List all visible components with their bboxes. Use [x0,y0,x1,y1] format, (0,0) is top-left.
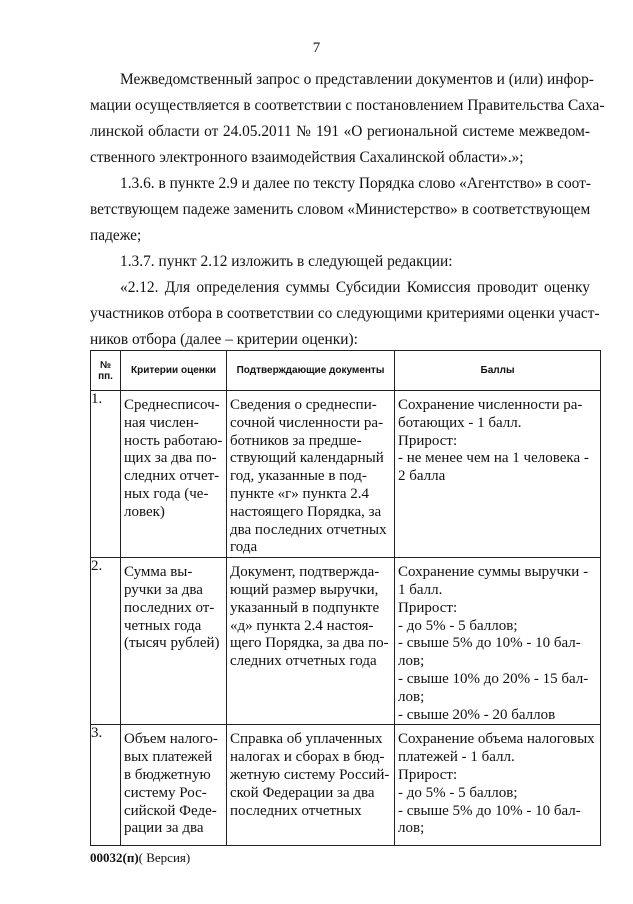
cell-line: 2 балла [398,468,446,485]
cell-line: Справка об уплаченных [230,731,383,748]
cell-line: Среднесписоч- [124,397,220,413]
cell-line: Прирост: [398,766,458,783]
cell-line: - до 5% - 5 баллов; [398,617,518,634]
text-line: ников отбора (далее – критерии оценки): [90,331,358,348]
row-documents [227,558,395,725]
row-number: 2. [91,558,121,725]
table-row [91,391,601,558]
cell-line: ботающих - 1 балл. [398,414,522,431]
text-line: участников отбора в соответствии со следующими критериями оценки участ- [90,305,600,322]
cell-line: ствующий календарный [230,450,384,467]
row-number: 3. [91,725,121,846]
cell-line: сийской Феде- [124,802,217,819]
cell-line: ная числен- [124,414,199,431]
cell-line: - свыше 5% до 10% - 10 бал- [398,635,581,652]
cell-line: (тысяч рублей) [124,635,220,652]
header-criteria: Критерии оценки [121,351,227,391]
criteria-table [90,350,601,846]
row-documents [227,391,395,558]
cell-line: Прирост: [398,432,458,449]
row-number: 1. [91,391,121,558]
cell-line: сочной численности ра- [230,414,384,431]
cell-line: последних от- [124,599,215,616]
paragraph-interagency-request [90,67,605,171]
cell-line: ность работаю- [124,432,223,449]
cell-line: Сохранение численности ра- [398,397,583,413]
table-row [91,558,601,725]
row-criteria [121,725,227,846]
cell-line: последних отчетных [230,802,362,819]
cell-line: щего Порядка, за два по- [230,635,389,652]
row-documents [227,725,395,846]
text-line: мации осуществляется в соответствии с постановлением Правительства Саха- [90,97,605,114]
cell-line: лов; [398,820,425,837]
cell-line: ющий размер выручки, [230,581,379,598]
cell-line: вых платежей [124,749,213,766]
cell-line: жетную систему Россий- [230,766,390,783]
row-criteria [121,558,227,725]
cell-line: налогах и сборах в бюд- [230,749,385,766]
row-points [395,391,601,558]
row-points [395,558,601,725]
text-line: 1.3.6. в пункте 2.9 и далее по тексту Порядка слово «Агентство» в соот- [120,175,592,192]
cell-line: щих за два по- [124,450,217,467]
table-header-row [91,351,601,391]
cell-line: платежей - 1 балл. [398,749,515,766]
cell-line: ручки за два [124,581,203,598]
header-points: Баллы [395,351,601,391]
header-num [91,351,121,391]
cell-line: систему Рос- [124,784,207,801]
cell-line: Прирост: [398,599,458,616]
cell-line: указанный в подпункте [230,599,380,616]
cell-line: Сведения о среднеспи- [230,397,377,413]
header-documents: Подтверждающие документы [227,351,395,391]
header-num-pp: пп. [98,370,113,382]
cell-line: следних отчет- [124,468,220,485]
cell-line: Сохранение объема налоговых [398,731,595,748]
cell-line: 1 балл. [398,581,443,598]
text-line: 1.3.7. пункт 2.12 изложить в следующей редакции: [120,253,453,270]
text-line: линской области от 24.05.2011 № 191 «О региональной системе межведом- [90,123,590,140]
text-line: «2.12. Для определения суммы Субсидии Комиссия проводит оценку [120,279,590,296]
cell-line: - свыше 5% до 10% - 10 бал- [398,802,581,819]
page-number: 7 [312,40,321,56]
cell-line: - свыше 20% - 20 баллов [398,706,556,723]
cell-line: два последних отчетных [230,521,387,538]
cell-line: Сумма вы- [124,564,193,581]
paragraph-2-12 [90,275,600,353]
cell-line: Документ, подтвержда- [230,564,380,581]
cell-line: пункте «г» пункта 2.4 [230,485,370,502]
cell-line: лов; [398,688,425,705]
text-line: падеже; [90,227,142,244]
cell-line: Сохранение суммы выручки - [398,564,589,581]
cell-line: рации за два [124,820,204,837]
cell-line: ловек) [124,503,165,520]
cell-line: в бюджетную [124,766,211,783]
text-line: Межведомственный запрос о представлении документов и (или) инфор- [120,71,594,88]
cell-line: лов; [398,653,425,670]
cell-line: ботников за предше- [230,432,362,449]
cell-line: - не менее чем на 1 человека - [398,450,589,467]
paragraph-1-3-7 [90,249,590,275]
cell-line: следних отчетных года [230,653,377,670]
text-line: ветствующем падеже заменить словом «Министерство» в соответствующем [90,201,591,218]
cell-line: четных года [124,617,202,634]
cell-line: года [230,539,258,556]
table-row [91,725,601,846]
paragraph-1-3-6 [90,171,590,249]
cell-line: ных года (че- [124,485,209,502]
cell-line: «д» пункта 2.4 настоя- [230,617,374,634]
header-num-sign: № [99,359,112,371]
document-footer [90,850,190,866]
cell-line: настоящего Порядка, за [230,503,382,520]
cell-line: - свыше 10% до 20% - 15 бал- [398,670,589,687]
text-line: ственного электронного взаимодействия Сахалинской области».»; [90,149,524,166]
cell-line: Объем налого- [124,731,218,748]
cell-line: - до 5% - 5 баллов; [398,784,518,801]
row-points [395,725,601,846]
document-version: ( Версия) [138,850,191,865]
cell-line: год, указанные в под- [230,468,367,485]
document-code: 00032(п) [90,850,139,865]
row-criteria [121,391,227,558]
cell-line: ской Федерации за два [230,784,375,801]
